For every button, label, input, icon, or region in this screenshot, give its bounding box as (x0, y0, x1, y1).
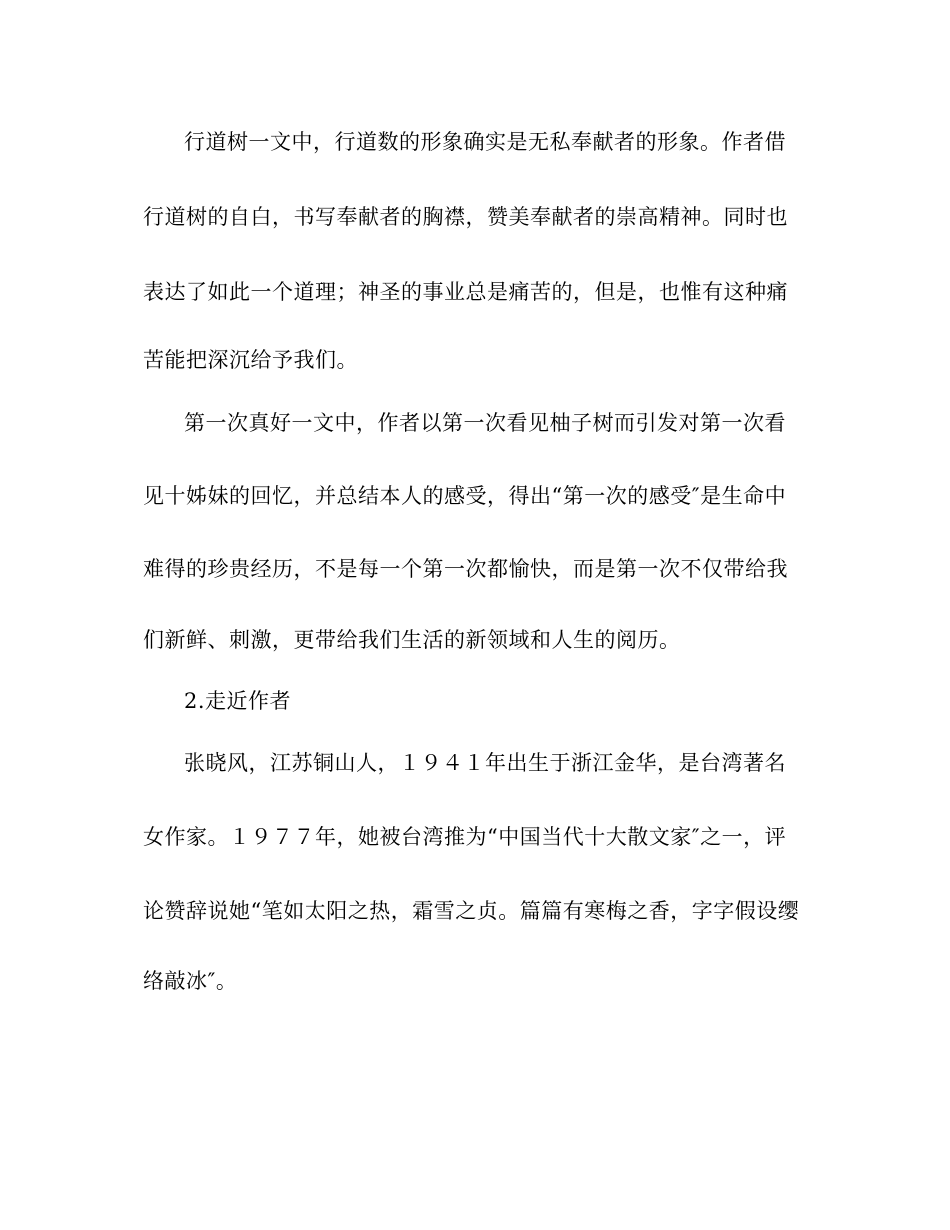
paragraph-1-line-3: 表达了如此一个道理；神圣的事业总是痛苦的，但是，也惟有这种痛 (143, 280, 788, 304)
section-heading: 2.走近作者 (184, 689, 292, 713)
paragraph-2-line-1: 第一次真好一文中，作者以第一次看见柚子树而引发对第一次看 (184, 411, 786, 435)
paragraph-2-line-2: 见十姊妹的回忆，并总结本人的感受，得出“第一次的感受″是生命中 (143, 484, 787, 508)
paragraph-1-line-1: 行道树一文中，行道数的形象确实是无私奉献者的形象。作者借 (184, 130, 786, 154)
paragraph-3-line-3: 论赞辞说她“笔如太阳之热，霜雪之贞。篇篇有寒梅之香，字字假设缨 (143, 899, 800, 923)
paragraph-2-line-4: 们新鲜、刺激，更带给我们生活的新领域和人生的阅历。 (143, 628, 681, 652)
paragraph-2-line-3: 难得的珍贵经历，不是每一个第一次都愉快，而是第一次不仅带给我 (143, 557, 788, 581)
paragraph-3-line-1: 张晓风，江苏铜山人，１９４１年出生于浙江金华，是台湾著名 (184, 751, 786, 775)
paragraph-3-line-4: 络敲冰″。 (143, 969, 238, 993)
paragraph-1-line-4: 苦能把深沉给予我们。 (143, 348, 358, 372)
paragraph-1-line-2: 行道树的自白，书写奉献者的胸襟，赞美奉献者的崇高精神。同时也 (143, 205, 788, 229)
paragraph-3-line-2: 女作家。１９７７年，她被台湾推为“中国当代十大散文家″之一，评 (143, 825, 787, 849)
